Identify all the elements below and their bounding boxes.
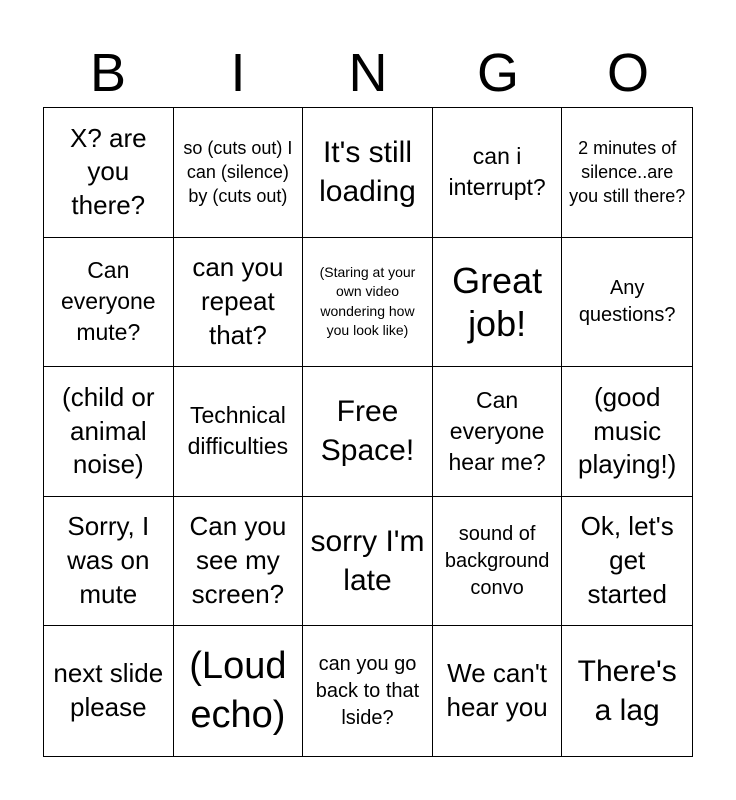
bingo-cell-text: next slide please xyxy=(53,658,164,723)
bingo-cell-text: There's a lag xyxy=(577,655,677,728)
bingo-cell-5-1[interactable] xyxy=(44,626,174,756)
header-letter-o: O xyxy=(606,43,649,103)
bingo-cell-2-4[interactable] xyxy=(433,238,563,368)
bingo-cell-text: Great job! xyxy=(452,259,543,344)
bingo-cell-text: It's still loading xyxy=(319,136,416,209)
bingo-cell-text: (good music playing!) xyxy=(578,381,677,480)
bingo-cell-3-2[interactable] xyxy=(174,367,304,497)
bingo-cell-text: X? are you there? xyxy=(69,122,147,221)
bingo-cell-4-3[interactable] xyxy=(303,497,433,627)
bingo-cell-text: sorry I'm late xyxy=(310,525,425,598)
bingo-cell-text: Sorry, I was on mute xyxy=(67,511,150,609)
bingo-cell-4-1[interactable] xyxy=(44,497,174,627)
bingo-cell-text: Can everyone hear me? xyxy=(448,386,546,476)
bingo-cell-text: so (cuts out) I can (silence) by (cuts out) xyxy=(183,137,293,207)
bingo-cell-text: Can everyone mute? xyxy=(60,257,156,346)
bingo-cell-4-5[interactable] xyxy=(562,497,692,627)
bingo-cell-3-1[interactable] xyxy=(44,367,174,497)
bingo-cell-3-5[interactable] xyxy=(562,367,692,497)
bingo-cell-text: can you go back to that lside? xyxy=(315,652,420,729)
bingo-cell-4-2[interactable] xyxy=(174,497,304,627)
bingo-cell-3-4[interactable] xyxy=(433,367,563,497)
bingo-board xyxy=(43,107,693,757)
header-letter-n: N xyxy=(348,43,388,103)
bingo-cell-2-3[interactable] xyxy=(303,238,433,368)
bingo-cell-text: We can't hear you xyxy=(446,658,548,723)
bingo-cell-5-5[interactable] xyxy=(562,626,692,756)
header-letter-b: B xyxy=(89,43,127,103)
bingo-cell-text: (child or animal noise) xyxy=(62,381,155,480)
bingo-cell-text: Any questions? xyxy=(578,276,676,326)
bingo-cell-text: Technical difficulties xyxy=(187,402,289,460)
free-space-cell[interactable] xyxy=(303,367,433,497)
bingo-cell-1-3[interactable] xyxy=(303,108,433,238)
bingo-cell-2-1[interactable] xyxy=(44,238,174,368)
bingo-cell-5-2[interactable] xyxy=(174,626,304,756)
bingo-cell-1-1[interactable] xyxy=(44,108,174,238)
bingo-cell-4-4[interactable] xyxy=(433,497,563,627)
bingo-cell-text: sound of background convo xyxy=(444,522,550,599)
bingo-cell-text: Ok, let's get started xyxy=(580,511,674,609)
bingo-cell-text: can you repeat that? xyxy=(192,252,284,350)
bingo-cell-text: (Staring at your own video wondering how you look like) xyxy=(319,263,416,339)
bingo-header xyxy=(43,40,693,106)
header-letter-i: I xyxy=(230,43,246,103)
bingo-cell-1-2[interactable] xyxy=(174,108,304,238)
bingo-cell-text: Can you see my screen? xyxy=(189,511,287,609)
bingo-cell-1-5[interactable] xyxy=(562,108,692,238)
bingo-cell-text: (Loud echo) xyxy=(189,644,287,737)
bingo-cell-text: Free Space! xyxy=(320,395,415,468)
bingo-cell-2-5[interactable] xyxy=(562,238,692,368)
bingo-cell-text: can i interrupt? xyxy=(448,143,546,201)
bingo-cell-2-2[interactable] xyxy=(174,238,304,368)
bingo-cell-text: 2 minutes of silence..are you still there? xyxy=(569,137,686,207)
bingo-cell-5-4[interactable] xyxy=(433,626,563,756)
bingo-cell-1-4[interactable] xyxy=(433,108,563,238)
header-letter-g: G xyxy=(476,43,519,103)
bingo-cell-5-3[interactable] xyxy=(303,626,433,756)
